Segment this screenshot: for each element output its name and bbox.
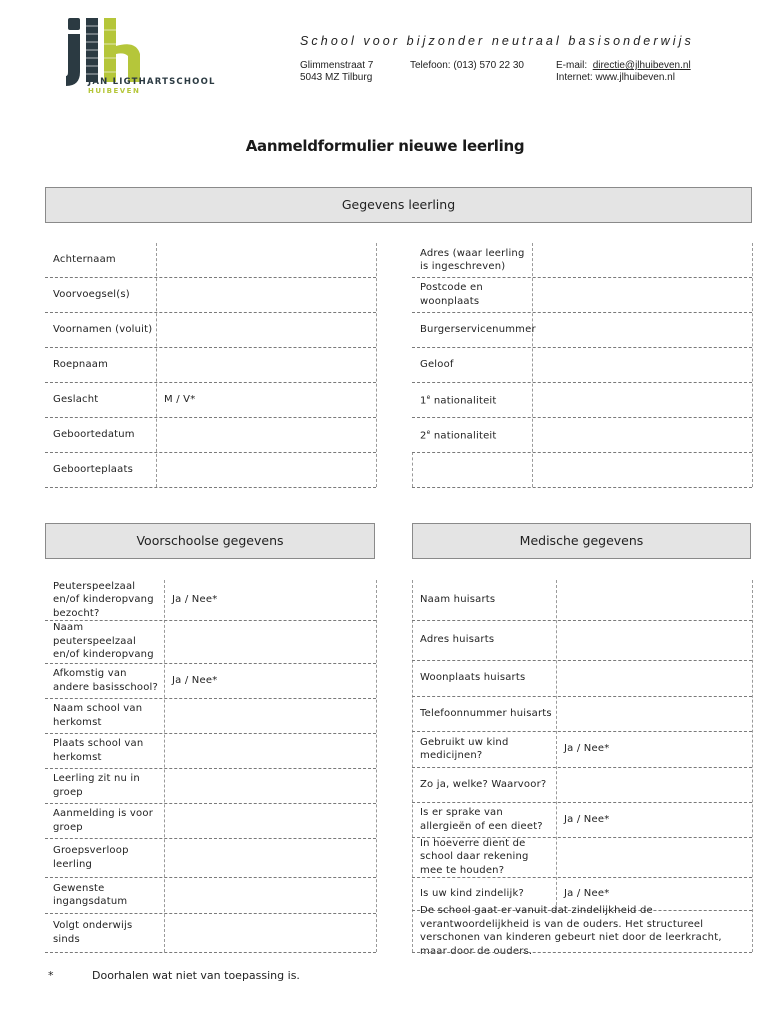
leerling-field-3[interactable] [156,347,376,382]
leerling-label-1: Voorvoegsel(s) [53,288,130,300]
leerling-right-field-4[interactable] [532,382,752,417]
internet: Internet: www.jlhuibeven.nl [556,72,675,83]
column-divider [376,243,377,487]
leerling-label-4: Geslacht [53,393,99,405]
medisch-label-8: Is uw kind zindelijk? [420,887,524,899]
street: Glimmenstraat 7 [300,60,374,71]
voorschools-value-0: Ja / Nee* [172,594,218,606]
medisch-label-5: Zo ja, welke? Waarvoor? [420,778,547,790]
voorschools-label-8: Gewenste ingangsdatum [53,882,128,907]
medisch-field-5[interactable] [556,767,752,802]
section-header-leerling: Gegevens leerling [45,187,752,223]
leerling-right-label-0: Adres (waar leerling is ingeschreven) [420,247,525,272]
medisch-label-0: Naam huisarts [420,594,496,606]
voorschools-field-6[interactable] [164,803,376,838]
medisch-field-0[interactable] [556,580,752,620]
leerling-field-0[interactable] [156,243,376,277]
medisch-value-8: Ja / Nee* [564,887,610,899]
contact-block [556,60,691,84]
voorschools-value-2: Ja / Nee* [172,674,218,686]
city: 5043 MZ Tilburg [300,72,373,83]
voorschools-label-3: Naam school van herkomst [53,703,143,728]
voorschools-label-6: Aanmelding is voor groep [53,808,154,833]
logo-name: JAN LIGTHARTSCHOOL [88,77,216,87]
medisch-label-4: Gebruikt uw kind medicijnen? [420,736,509,761]
voorschools-field-8[interactable] [164,877,376,913]
leerling-right-field-2[interactable] [532,312,752,347]
column-divider [752,580,753,952]
school-tagline: School voor bijzonder neutraal basisonderwijs [300,34,694,48]
voorschools-field-9[interactable] [164,913,376,952]
leerling-label-3: Roepnaam [53,358,109,370]
voorschools-label-7: Groepsverloop leerling [53,845,129,870]
voorschools-field-4[interactable] [164,733,376,768]
leerling-right-label-5: 2e nationaliteit [420,429,497,442]
voorschools-label-9: Volgt onderwijs sinds [53,920,133,945]
phone: Telefoon: (013) 570 22 30 [410,60,524,71]
column-divider [376,580,377,952]
voorschools-field-5[interactable] [164,768,376,803]
section-header-voorschools: Voorschoolse gegevens [45,523,375,559]
leerling-right-label-1: Postcode en woonplaats [420,282,483,307]
section-header-medisch: Medische gegevens [412,523,751,559]
medisch-note: De school gaat er vanuit dat zindelijkheid de verantwoordelijkheid is van de ouders. Het structureel verschonen van kinderen gebeurt niet door de leerkracht, maar door de ouders. [420,905,722,957]
medisch-label-1: Adres huisarts [420,634,495,646]
row-divider [45,487,376,488]
form-title: Aanmeldformulier nieuwe leerling [245,137,525,155]
row-divider [412,487,752,488]
email-label: E-mail: [556,60,588,71]
leerling-right-label-3: Geloof [420,358,454,370]
medisch-field-3[interactable] [556,696,752,731]
medisch-label-6: Is er sprake van allergieën of een dieet? [420,807,543,832]
column-divider [752,243,753,487]
medisch-field-1[interactable] [556,620,752,660]
email-link[interactable]: directie@jlhuibeven.nl [592,60,691,71]
address-block [300,60,373,84]
leerling-value-4: M / V* [164,393,196,405]
leerling-label-5: Geboortedatum [53,428,135,440]
medisch-label-2: Woonplaats huisarts [420,672,526,684]
footnote-text: Doorhalen wat niet van toepassing is. [92,969,300,982]
leerling-right-field-1[interactable] [532,277,752,312]
column-divider [412,452,413,487]
medisch-label-7: In hoeverre dient de school daar rekening mee te houden? [420,837,529,876]
voorschools-label-1: Naam peuterspeelzaal en/of kinderopvang [53,622,154,661]
voorschools-label-2: Afkomstig van andere basisschool? [53,668,159,693]
leerling-right-field-5[interactable] [532,417,752,452]
voorschools-field-3[interactable] [164,698,376,733]
footnote-mark: * [48,969,54,982]
voorschools-label-0: Peuterspeelzaal en/of kinderopvang bezocht? [53,580,154,619]
leerling-field-1[interactable] [156,277,376,312]
voorschools-field-7[interactable] [164,838,376,877]
leerling-label-0: Achternaam [53,254,116,266]
medisch-field-7[interactable] [556,837,752,877]
voorschools-field-1[interactable] [164,620,376,663]
medisch-label-3: Telefoonnummer huisarts [420,707,552,719]
logo-subtitle: HUIBEVEN [88,87,141,95]
leerling-right-label-2: Burgerservicenummer [420,323,536,335]
voorschools-label-4: Plaats school van herkomst [53,738,144,763]
leerling-right-label-4: 1e nationaliteit [420,394,497,407]
medisch-value-6: Ja / Nee* [564,813,610,825]
leerling-field-2[interactable] [156,312,376,347]
column-divider [412,580,413,952]
medisch-field-2[interactable] [556,660,752,696]
leerling-label-2: Voornamen (voluit) [53,323,153,335]
leerling-right-field-3[interactable] [532,347,752,382]
leerling-right-field-0[interactable] [532,243,752,277]
leerling-field-6[interactable] [156,452,376,487]
leerling-label-6: Geboorteplaats [53,463,133,475]
row-divider [412,952,752,953]
voorschools-label-5: Leerling zit nu in groep [53,773,140,798]
medisch-value-4: Ja / Nee* [564,743,610,755]
row-divider [45,952,376,953]
leerling-field-5[interactable] [156,417,376,452]
row-divider [412,452,752,453]
